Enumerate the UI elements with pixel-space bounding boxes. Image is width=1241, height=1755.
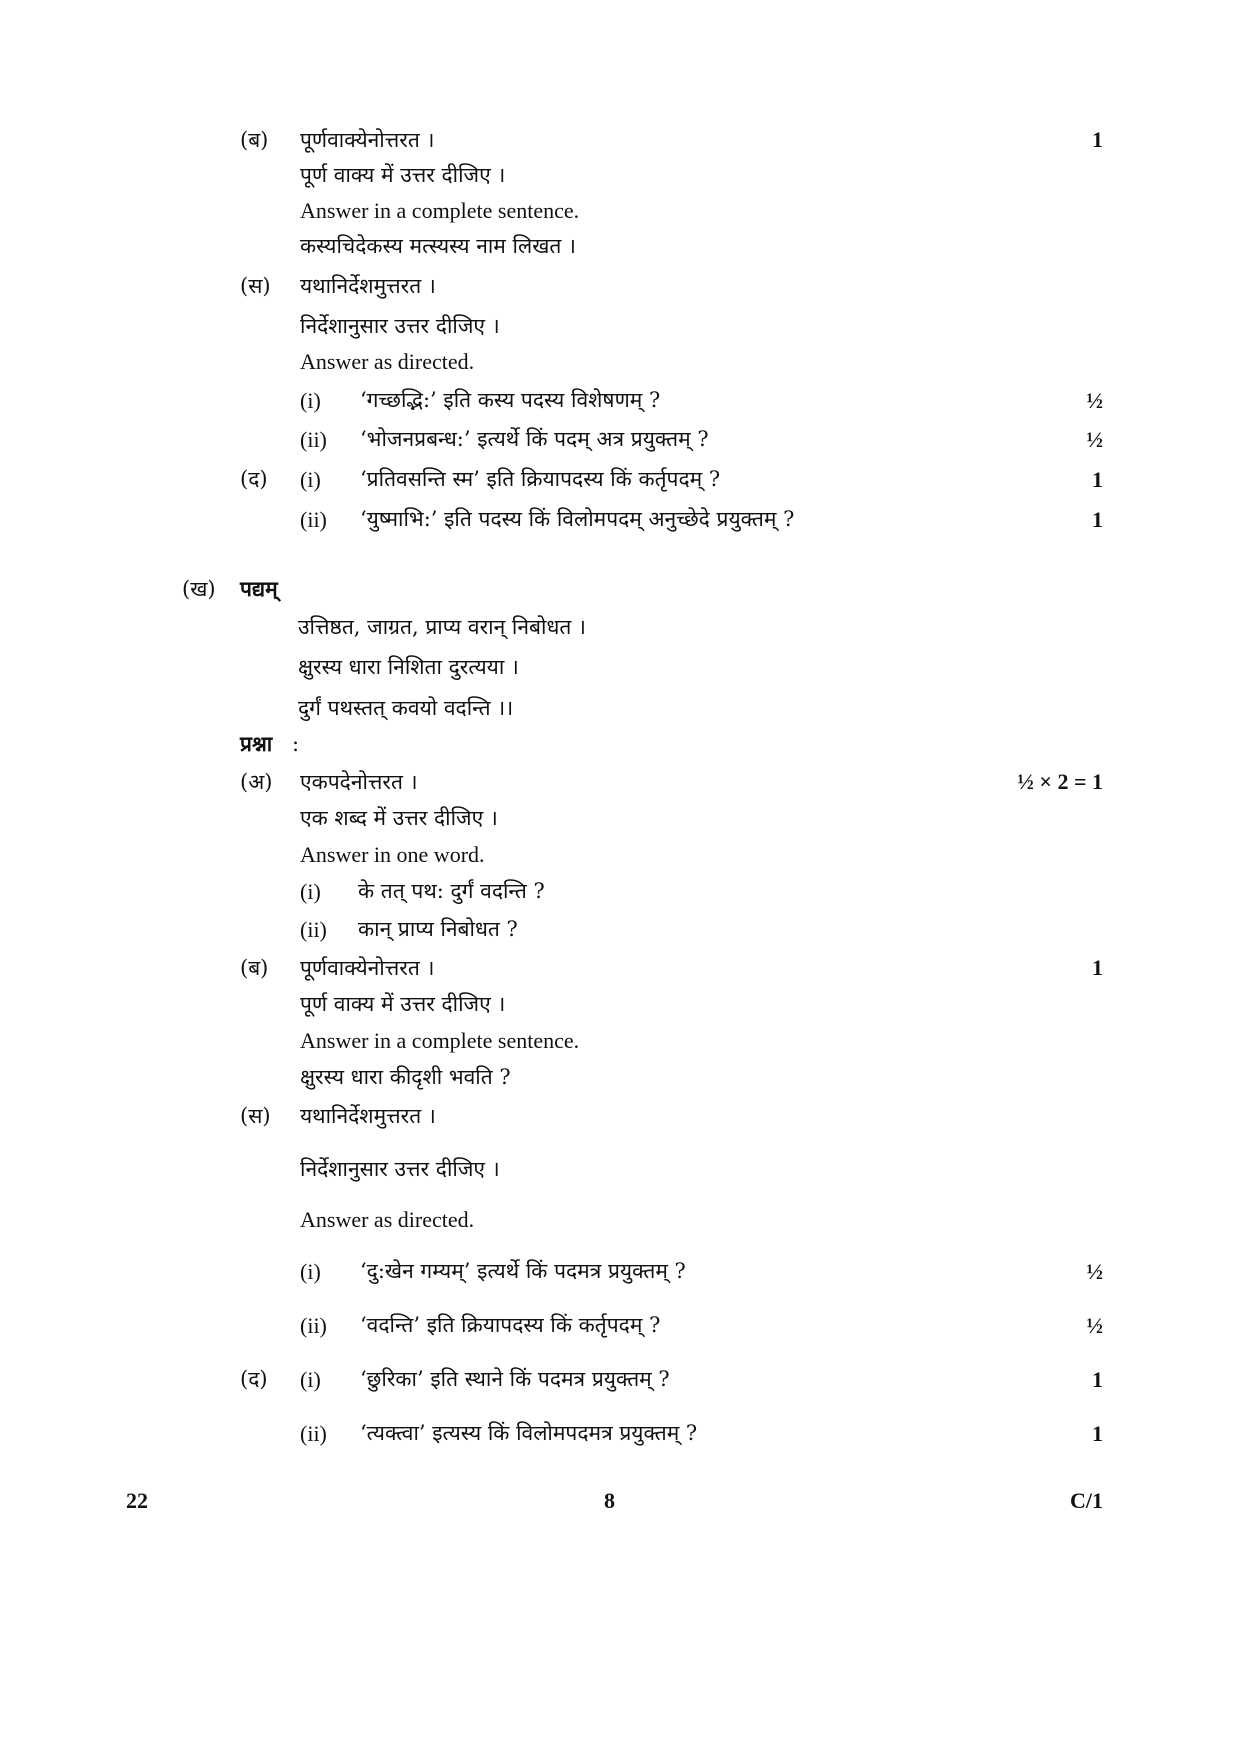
question-label: (ब) [240,956,269,980]
verse-line: क्षुरस्य धारा निशिता दुरत्यया । [298,655,519,679]
instruction-english: Answer in a complete sentence. [300,198,580,223]
marks: 1 [1092,955,1103,980]
footer-page-number: 8 [604,1488,615,1513]
instruction-english: Answer in a complete sentence. [300,1028,580,1053]
questions-heading: प्रश्ना [240,731,273,756]
marks: ½ × 2 = 1 [1017,769,1103,794]
item-text: ‘दु:खेन गम्यम्’ इत्यर्थे किं पदमत्र प्रयुक्तम् ? [360,1259,686,1283]
verse-line: दुर्गं पथस्तत् कवयो वदन्ति ।। [298,696,514,720]
item-number: (ii) [300,507,327,532]
question-label: (द) [240,1367,268,1391]
footer-paper-code: C/1 [1070,1488,1103,1513]
instruction-sanskrit: यथानिर्देशमुत्तरत । [300,274,436,298]
marks: ½ [1086,427,1103,452]
item-text: ‘गच्छद्भि:’ इति कस्य पदस्य विशेषणम् ? [360,388,661,412]
item-number: (i) [300,1367,321,1392]
marks: 1 [1092,1367,1103,1392]
item-number: (ii) [300,1313,327,1338]
instruction-hindi: निर्देशानुसार उत्तर दीजिए । [300,1157,500,1181]
item-text: ‘त्यक्त्वा’ इत्यस्य किं विलोमपदमत्र प्रयुक्तम् ? [360,1421,698,1445]
item-number: (i) [300,388,321,413]
instruction-sanskrit: पूर्णवाक्येनोत्तरत । [300,128,435,152]
instruction-sanskrit: एकपदेनोत्तरत । [300,770,418,794]
instruction-hindi: पूर्ण वाक्य में उत्तर दीजिए । [300,992,506,1016]
instruction-sanskrit: यथानिर्देशमुत्तरत । [300,1104,436,1128]
item-number: (ii) [300,917,327,942]
item-text: ‘प्रतिवसन्ति स्म’ इति क्रियापदस्य किं कर्तृपदम् ? [360,467,721,491]
marks: ½ [1086,388,1103,413]
question-label: (ब) [240,128,269,152]
footer-page-code: 22 [126,1488,148,1513]
question-label: (द) [240,467,268,491]
marks: ½ [1086,1313,1103,1338]
item-text: ‘युष्माभि:’ इति पदस्य किं विलोमपदम् अनुच्छेदे प्रयुक्तम् ? [360,507,795,531]
item-text: ‘भोजनप्रबन्ध:’ इत्यर्थे किं पदम् अत्र प्रयुक्तम् ? [360,427,709,451]
item-number: (i) [300,879,321,904]
instruction-english: Answer as directed. [300,349,475,374]
question-label: (स) [240,274,271,298]
item-number: (i) [300,1259,321,1284]
section-title: पद्यम् [240,576,278,601]
item-text: ‘वदन्ति’ इति क्रियापदस्य किं कर्तृपदम् ? [360,1313,661,1337]
marks: 1 [1092,1421,1103,1446]
item-number: (ii) [300,1421,327,1446]
instruction-hindi: निर्देशानुसार उत्तर दीजिए । [300,314,500,338]
marks: 1 [1092,127,1103,152]
instruction-english: Answer as directed. [300,1207,475,1232]
item-text: ‘छुरिका’ इति स्थाने किं पदमत्र प्रयुक्तम् ? [360,1367,670,1391]
item-number: (ii) [300,427,327,452]
marks: ½ [1086,1259,1103,1284]
question-label: (स) [240,1104,271,1128]
marks: 1 [1092,507,1103,532]
verse-line: उत्तिष्ठत, जाग्रत, प्राप्य वरान् निबोधत । [298,615,586,639]
questions-heading-colon: : [292,732,300,756]
item-text: कान् प्राप्य निबोधत ? [358,917,518,941]
marks: 1 [1092,467,1103,492]
question-text: क्षुरस्य धारा कीदृशी भवति ? [300,1065,511,1089]
item-number: (i) [300,467,321,492]
question-text: कस्यचिदेकस्य मत्स्यस्य नाम लिखत । [300,234,576,258]
instruction-hindi: पूर्ण वाक्य में उत्तर दीजिए । [300,163,506,187]
instruction-hindi: एक शब्द में उत्तर दीजिए । [300,806,498,830]
instruction-sanskrit: पूर्णवाक्येनोत्तरत । [300,956,435,980]
item-text: के तत् पथ: दुर्गं वदन्ति ? [358,879,545,903]
question-label: (अ) [240,770,273,794]
section-label: (ख) [182,577,216,601]
instruction-english: Answer in one word. [300,842,485,867]
